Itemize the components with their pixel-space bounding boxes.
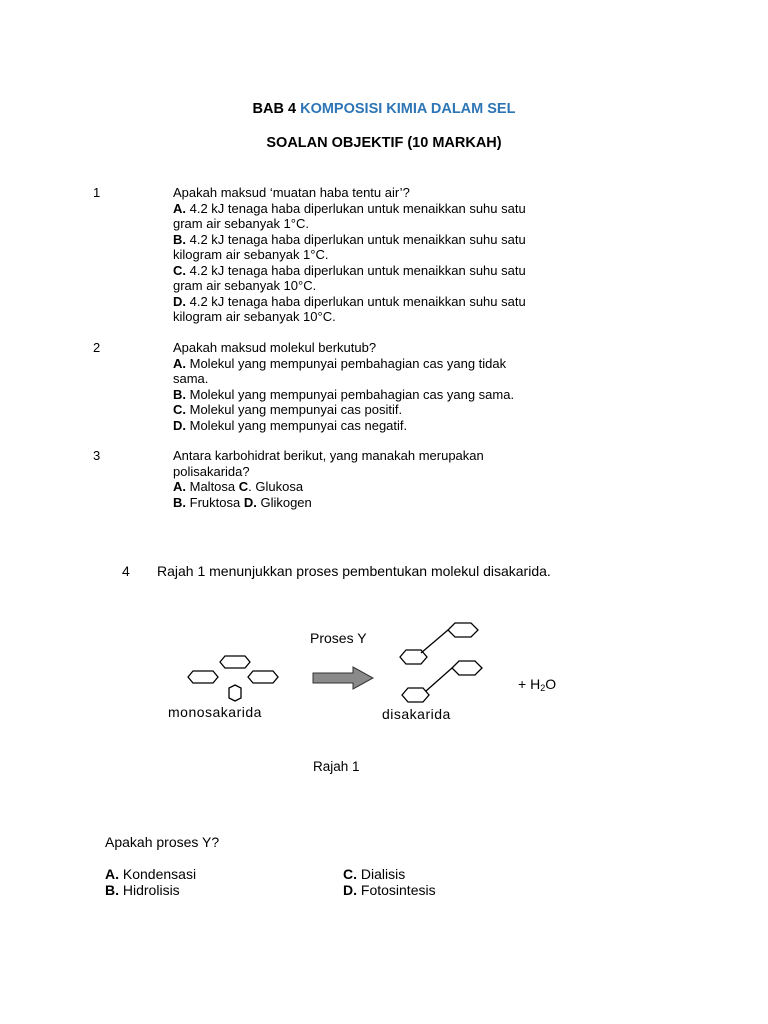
disaccharide-formation-diagram (160, 615, 580, 730)
question-number: 4 (122, 563, 130, 579)
process-label: Proses Y (310, 630, 367, 646)
question-stem: Rajah 1 menunjukkan proses pembentukan molekul disakarida. (157, 563, 551, 579)
option-b: B. 4.2 kJ tenaga haba diperlukan untuk menaikkan suhu satu (173, 231, 526, 247)
chapter-title (0, 101, 768, 117)
monosaccharide-molecules (188, 656, 278, 701)
figure-caption: Rajah 1 (313, 759, 360, 774)
question-stem: Apakah maksud ‘muatan haba tentu air’? (173, 185, 410, 200)
monosaccharide-hexagon (248, 671, 278, 683)
chapter-name: KOMPOSISI KIMIA DALAM SEL (300, 101, 516, 117)
question-stem-cont: polisakarida? (173, 463, 250, 479)
hexagon-ring (452, 661, 482, 675)
process-arrow (313, 667, 373, 689)
option-b: B. Hidrolisis (105, 882, 180, 898)
option-b: B. Molekul yang mempunyai pembahagian cas yang sama. (173, 386, 515, 402)
section-subtitle: SOALAN OBJEKTIF (10 MARKAH) (266, 135, 502, 151)
hexagon-ring (400, 650, 427, 664)
monosaccharide-hexagon (188, 671, 218, 683)
option-a-cont: gram air sebanyak 1°C. (173, 216, 309, 231)
question-number: 3 (93, 448, 101, 463)
option-a-cont: sama. (173, 371, 209, 386)
option-c: C. Dialisis (343, 866, 406, 882)
option-a: A. Molekul yang mempunyai pembahagian cas yang tidak (173, 355, 507, 371)
water-product: + H2O (518, 676, 557, 693)
option-a: A. Kondensasi (105, 866, 197, 882)
option-d: D. Molekul yang mempunyai cas negatif. (173, 417, 408, 433)
disaccharide-molecules (400, 623, 482, 702)
option-d: D. Fotosintesis (343, 882, 436, 898)
question-stem: Antara karbohidrat berikut, yang manakah merupakan (173, 448, 484, 463)
question-number: 2 (93, 340, 101, 355)
question-stem: Apakah maksud molekul berkutub? (173, 340, 377, 355)
monosaccharide-hexagon (229, 685, 241, 701)
option-row: B. Fruktosa D. Glikogen (173, 494, 312, 510)
option-c-cont: gram air sebanyak 10°C. (173, 278, 317, 293)
question-1 (173, 185, 573, 325)
question-number: 1 (93, 185, 101, 200)
option-b-cont: kilogram air sebanyak 1°C. (173, 247, 329, 262)
option-a: A. 4.2 kJ tenaga haba diperlukan untuk menaikkan suhu satu (173, 200, 526, 216)
option-c: C. Molekul yang mempunyai cas positif. (173, 402, 403, 417)
option-row: A. Maltosa C. Glukosa (173, 479, 304, 494)
hexagon-ring (402, 688, 429, 702)
option-c: C. 4.2 kJ tenaga haba diperlukan untuk menaikkan suhu satu (173, 262, 526, 278)
question-3 (173, 448, 573, 510)
question-2 (173, 340, 573, 433)
monosaccharide-hexagon (220, 656, 250, 668)
disaccharide-label: disakarida (382, 706, 451, 722)
monosaccharide-label: monosakarida (168, 704, 262, 720)
question-prompt: Apakah proses Y? (105, 834, 220, 850)
chapter-number: BAB 4 (252, 101, 297, 117)
option-d-cont: kilogram air sebanyak 10°C. (173, 309, 336, 324)
option-d: D. 4.2 kJ tenaga haba diperlukan untuk menaikkan suhu satu (173, 293, 526, 309)
hexagon-ring (448, 623, 478, 637)
